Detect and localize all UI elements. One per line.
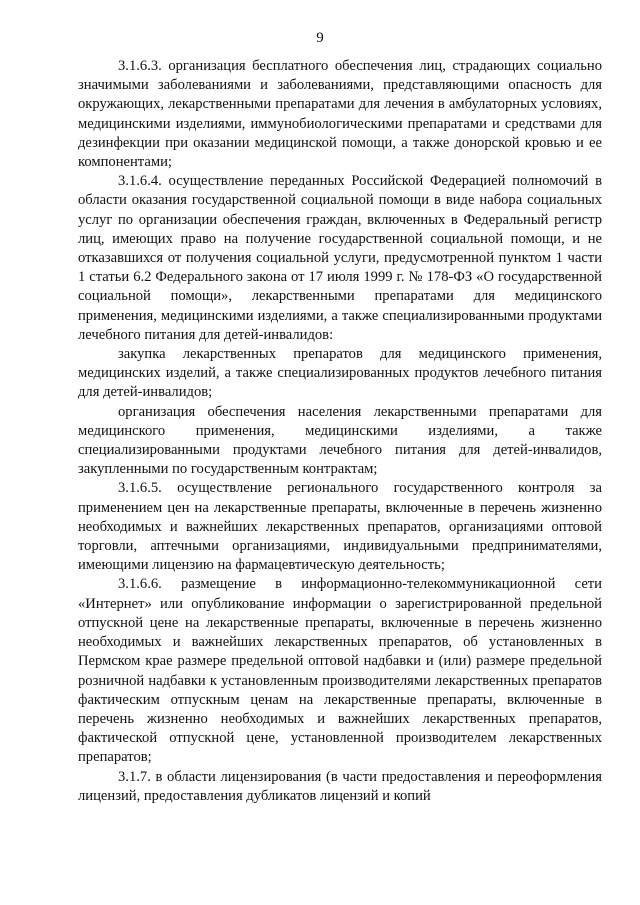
paragraph-supply-organization: организация обеспечения населения лекарственными препаратами для медицинского применения, медицинскими изделиями, а также специализированными продуктами лечебного питания для детей-инвалидов, закупленными по государственным контрактам; (78, 403, 602, 478)
paragraph-procurement: закупка лекарственных препаратов для медицинского применения, медицинских изделий, а также специализированных продуктов лечебного питания для детей-инвалидов; (78, 346, 602, 401)
document-body (78, 57, 602, 806)
paragraph-3-1-6-3: 3.1.6.3. организация бесплатного обеспечения лиц, страдающих социально значимыми заболеваниями и заболеваниями, представляющими опасность для окружающих, лекарственными препаратами для лечения в амбулаторных условиях, медицинскими изделиями, иммунобиологическими препаратами и средствами для дезинфекции при оказании медицинской помощи, а также донорской кровью и ее компонентами; (78, 58, 602, 171)
paragraph-3-1-6-6: 3.1.6.6. размещение в информационно-телекоммуникационной сети «Интернет» или опубликование информации о зарегистрированной предельной отпускной цене на лекарственные препараты, включенные в перечень жизненно необходимых и важнейших лекарственных препаратов, об установленных в Пермском крае размере предельной оптовой надбавки и (или) размере предельной розничной надбавки к установленным производителями лекарственных препаратов фактическим отпускным ценам на лекарственные препараты, включенные в перечень жизненно необходимых и важнейших лекарственных препаратов, фактической отпускной цене, установленной производителем лекарственных препаратов; (78, 576, 602, 766)
paragraph-3-1-6-5: 3.1.6.5. осуществление регионального государственного контроля за применением цен на лекарственные препараты, включенные в перечень жизненно необходимых и важнейших лекарственных препаратов, организациями оптовой торговли, аптечными организациями, индивидуальными предпринимателями, имеющими лицензию на фармацевтическую деятельность; (78, 480, 602, 574)
paragraph-3-1-6-4: 3.1.6.4. осуществление переданных Российской Федерацией полномочий в области оказания государственной социальной помощи в виде набора социальных услуг по организации обеспечения граждан, включенных в Федеральный регистр лиц, имеющих право на получение государственной социальной помощи, и не отказавшихся от получения социальной услуги, предусмотренной пунктом 1 части 1 статьи 6.2 Федерального закона от 17 июля 1999 г. № 178-ФЗ «О государственной социальной помощи», лекарственными препаратами для медицинского применения, медицинскими изделиями, а также специализированными продуктами лечебного питания для детей-инвалидов: (78, 173, 602, 343)
paragraph-3-1-7: 3.1.7. в области лицензирования (в части предоставления и переоформления лицензий, предоставления дубликатов лицензий и копий (78, 768, 602, 804)
page-number: 9 (316, 30, 324, 46)
